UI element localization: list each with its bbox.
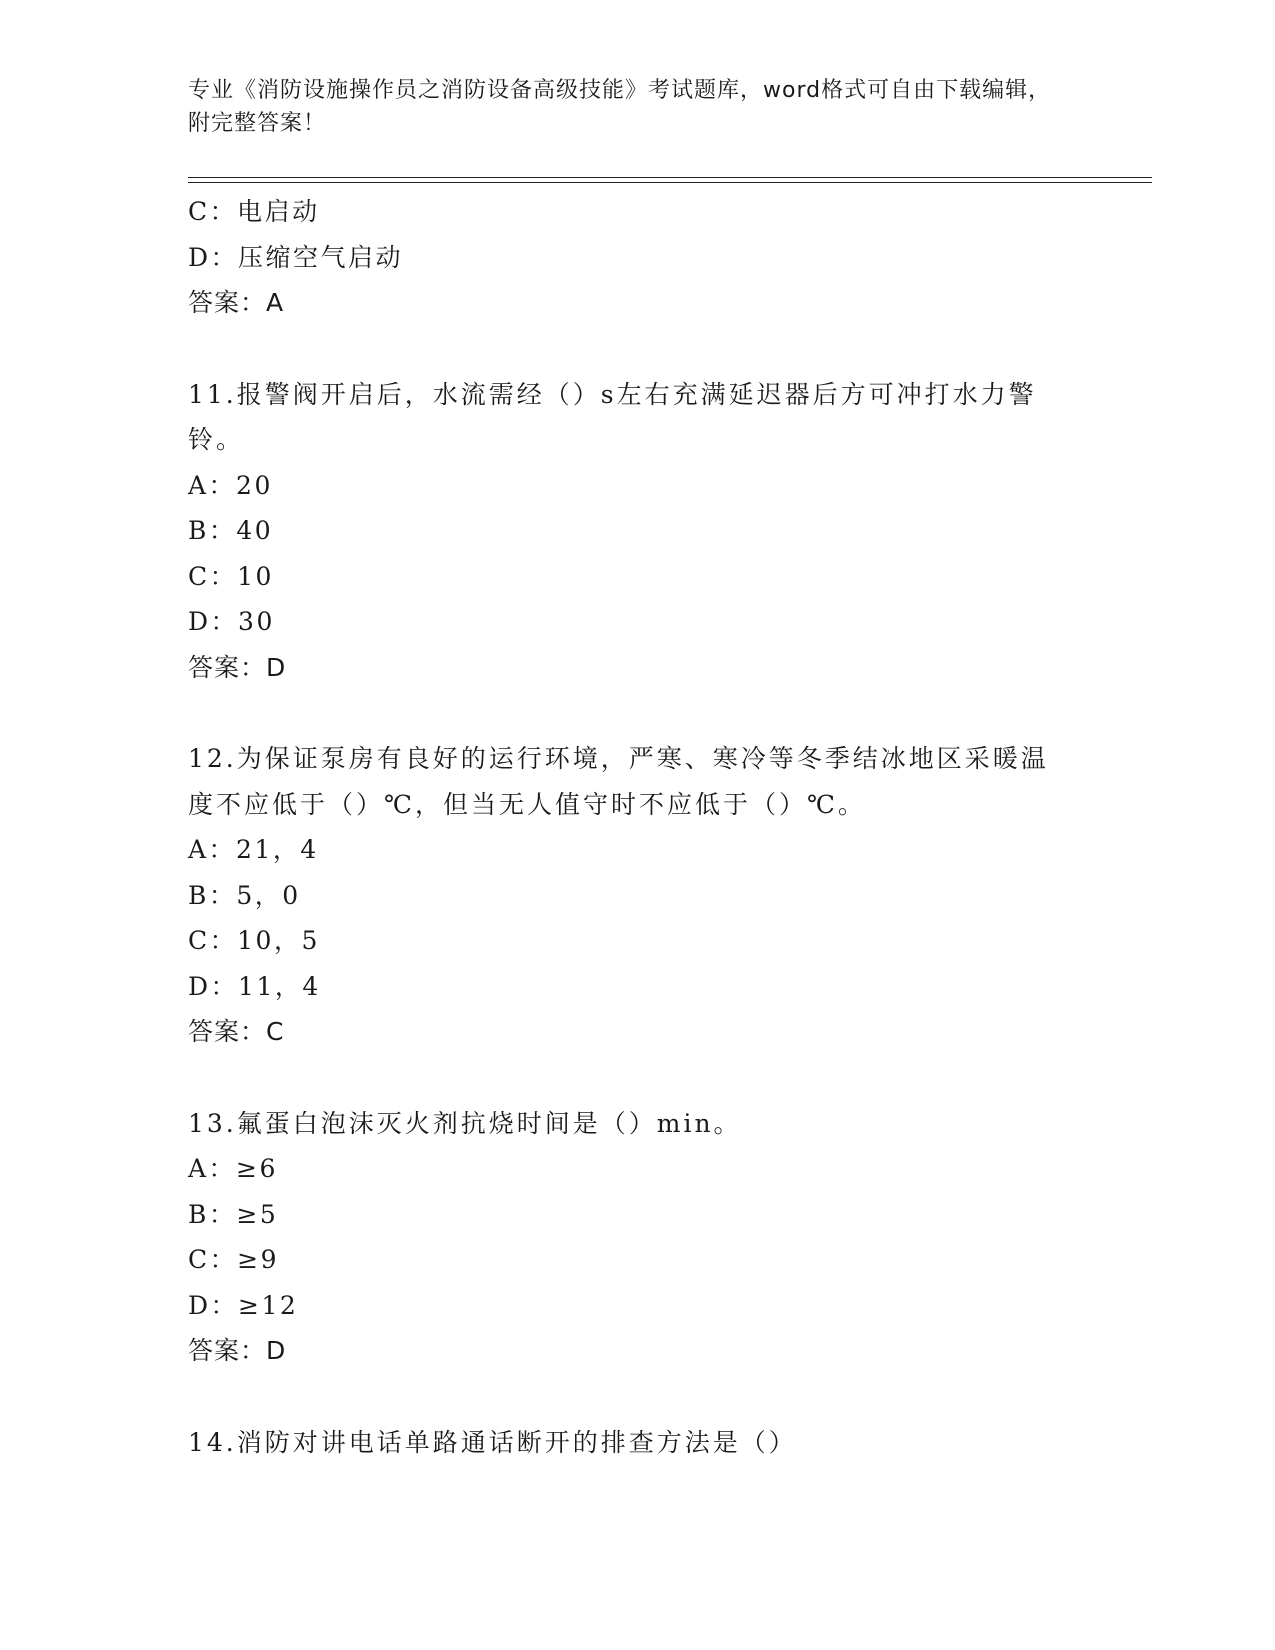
header-rule-bottom xyxy=(188,182,1152,183)
option-a: A：21，4 xyxy=(188,835,319,864)
spacer xyxy=(188,1055,1068,1101)
option-c: C：10 xyxy=(188,561,274,591)
question-13 xyxy=(188,1101,1068,1374)
option-a: A：≥6 xyxy=(188,1154,278,1183)
question-stem: 13.氟蛋白泡沫灭火剂抗烧时间是（）min。 xyxy=(188,1108,742,1138)
answer-line: 答案：D xyxy=(188,1336,287,1365)
answer-line: 答案：D xyxy=(188,652,287,682)
document-header: 专业《消防设施操作员之消防设备高级技能》考试题库，word格式可自由下载编辑，附完整答案！ xyxy=(188,78,1052,136)
option-c: C：10，5 xyxy=(188,926,320,955)
document-page xyxy=(188,0,1150,1650)
question-12 xyxy=(188,736,1068,1055)
option-c: C：≥9 xyxy=(188,1245,279,1274)
spacer xyxy=(188,690,1068,736)
option-b: B：≥5 xyxy=(188,1199,279,1229)
option-b: B：40 xyxy=(188,516,274,545)
option-b: B：5，0 xyxy=(188,880,301,910)
option-d: D：30 xyxy=(188,607,275,636)
answer-line: 答案：C xyxy=(188,1017,285,1046)
spacer xyxy=(188,326,1068,372)
header-rule-top xyxy=(188,177,1152,178)
question-list xyxy=(188,189,1068,1465)
option-d: D：≥12 xyxy=(188,1290,299,1320)
answer-line: 答案：A xyxy=(188,288,285,317)
question-11 xyxy=(188,372,1068,691)
option-d: D：11，4 xyxy=(188,971,321,1001)
question-10-tail xyxy=(188,189,1068,326)
question-14 xyxy=(188,1420,1068,1466)
question-stem: 14.消防对讲电话单路通话断开的排查方法是（） xyxy=(188,1427,797,1457)
option-c: C：电启动 xyxy=(188,197,320,226)
option-a: A：20 xyxy=(188,470,273,500)
question-stem: 11.报警阀开启后，水流需经（）s左右充满延迟器后方可冲打水力警铃。 xyxy=(188,379,1037,454)
spacer xyxy=(188,1374,1068,1420)
question-stem: 12.为保证泵房有良好的运行环境，严寒、寒冷等冬季结冰地区采暖温度不应低于（）℃，但当无人值守时不应低于（）℃。 xyxy=(188,744,1049,819)
option-d: D：压缩空气启动 xyxy=(188,242,404,272)
